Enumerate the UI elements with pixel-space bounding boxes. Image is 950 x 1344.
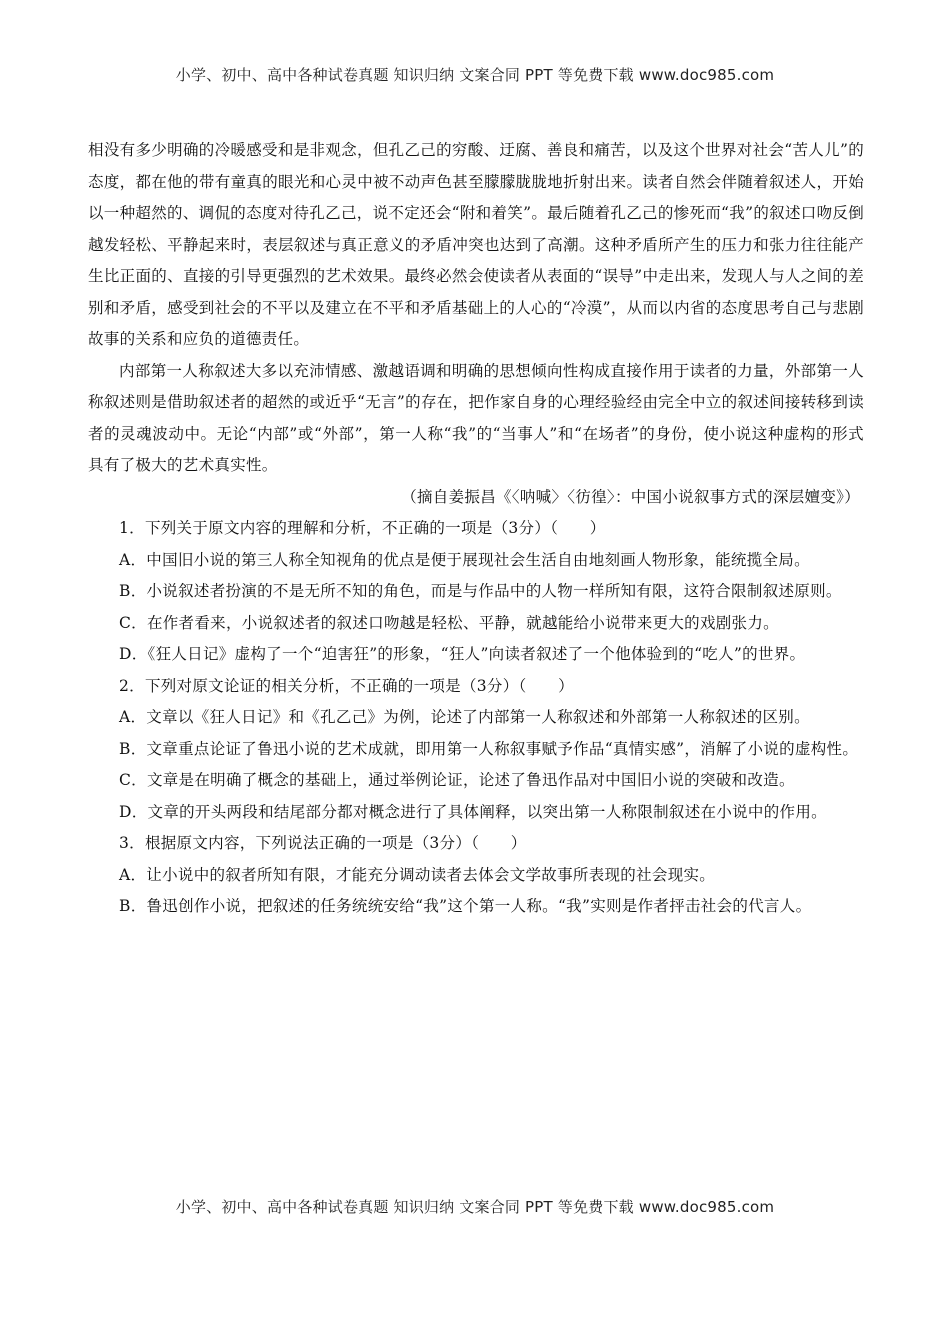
question-2-option-b: B．文章重点论证了鲁迅小说的艺术成就，即用第一人称叙事赋予作品“真情实感”，消解了小说的虚构性。 — [119, 739, 859, 758]
question-3-option-a: A．让小说中的叙者所知有限，才能充分调动读者去体会文学故事所表现的社会现实。 — [119, 865, 716, 884]
question-1-option-d: D．《狂人日记》虚构了一个“迫害狂”的形象，“狂人”向读者叙述了一个他体验到的“吃人”的世界。 — [119, 645, 806, 663]
question-2-stem: 2．下列对原文论证的相关分析，不正确的一项是（3分）（ ） — [119, 676, 574, 695]
question-1-option-b: B．小说叙述者扮演的不是无所不知的角色，而是与作品中的人物一样所知有限，这符合限制叙述原则。 — [119, 582, 842, 600]
question-2-option-d: D．文章的开头两段和结尾部分都对概念进行了具体阐释，以突出第一人称限制叙述在小说中的作用。 — [119, 802, 827, 821]
page-header: 小学、初中、高中各种试卷真题 知识归纳 文案合同 PPT 等免费下载 www.doc985.com — [175, 66, 775, 84]
question-1-option-c: C．在作者看来，小说叙述者的叙述口吻越是轻松、平静，就越能给小说带来更大的戏剧张力。 — [119, 613, 779, 632]
document-body — [88, 135, 864, 923]
question-1-stem: 1．下列关于原文内容的理解和分析，不正确的一项是（3分）（ ） — [119, 519, 606, 537]
question-2-option-c: C．文章是在明确了概念的基础上，通过举例论证，论述了鲁迅作品对中国旧小说的突破和改造。 — [119, 771, 795, 789]
question-2-option-a: A．文章以《狂人日记》和《孔乙己》为例，论述了内部第一人称叙述和外部第一人称叙述的区别。 — [119, 708, 810, 726]
article-source: （摘自姜振昌《〈呐喊〉〈彷徨〉：中国小说叙事方式的深层嬗变》） — [401, 487, 860, 506]
article-paragraph-2: 内部第一人称叙述大多以充沛情感、激越语调和明确的思想倾向性构成直接作用于读者的力量，外部第一人称叙述则是借助叙述者的超然的或近乎“无言”的存在，把作家自身的心理经验经由完全中立的叙述间接转移到读者的灵魂波动中。无论“内部”或“外部”，第一人称“我”的“当事人”和“在场者”的身份，使小说这种虚构的形式具有了极大的艺术真实性。 — [88, 361, 864, 474]
page-footer: 小学、初中、高中各种试卷真题 知识归纳 文案合同 PPT 等免费下载 www.doc985.com — [175, 1198, 775, 1216]
question-3-option-b: B．鲁迅创作小说，把叙述的任务统统安给“我”这个第一人称。“我”实则是作者抨击社会的代言人。 — [119, 897, 812, 915]
article-paragraph-1: 相没有多少明确的冷暖感受和是非观念，但孔乙己的穷酸、迂腐、善良和痛苦，以及这个世界对社会“苦人儿”的态度，都在他的带有童真的眼光和心灵中被不动声色甚至朦朦胧胧地折射出来。读者自然会伴随着叙述人，开始以一种超然的、调侃的态度对待孔乙己，说不定还会“附和着笑”。最后随着孔乙己的惨死而“我”的叙述口吻反倒越发轻松、平静起来时，表层叙述与真正意义的矛盾冲突也达到了高潮。这种矛盾所产生的压力和张力往往能产生比正面的、直接的引导更强烈的艺术效果。最终必然会使读者从表面的“误导”中走出来，发现人与人之间的差别和矛盾，感受到社会的不平以及建立在不平和矛盾基础上的人心的“冷漠”，从而以内省的态度思考自己与悲剧故事的关系和应负的道德责任。 — [88, 141, 864, 348]
question-3-stem: 3．根据原文内容，下列说法正确的一项是（3分）（ ） — [119, 834, 527, 852]
question-1-option-a: A．中国旧小说的第三人称全知视角的优点是便于展现社会生活自由地刻画人物形象，能统揽全局。 — [119, 550, 810, 569]
